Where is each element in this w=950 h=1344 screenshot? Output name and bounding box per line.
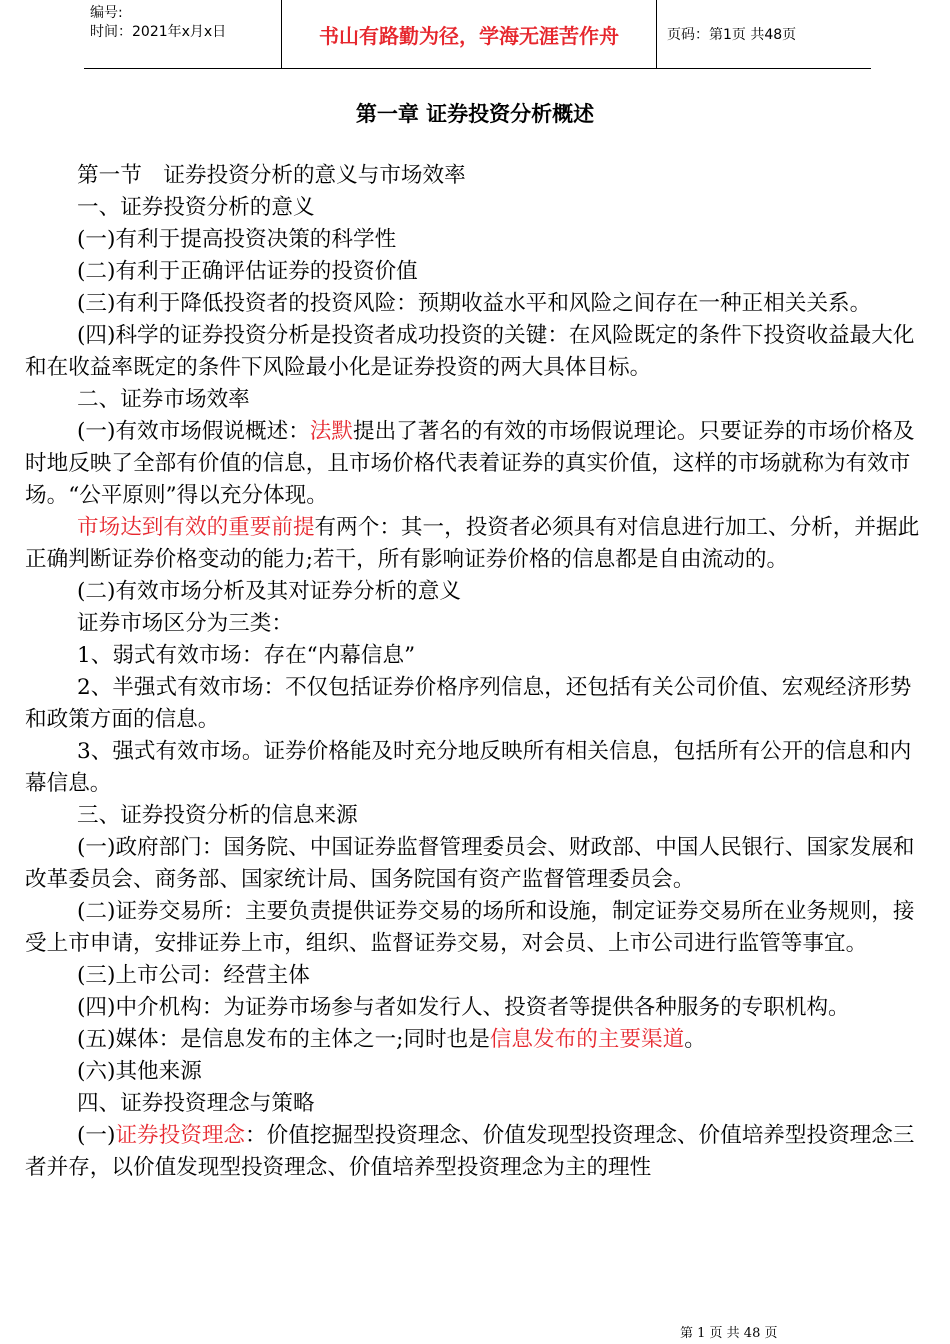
paragraph: [25, 1024, 925, 1056]
paragraph: (一)有利于提高投资决策的科学性: [77, 227, 397, 252]
paragraph: (二)有效市场分析及其对证券分析的意义: [77, 579, 461, 604]
paragraph: [25, 416, 925, 512]
paragraph: 证券市场区分为三类：: [77, 611, 293, 636]
paragraph: 二、证券市场效率: [77, 387, 250, 412]
paragraph-text: (五)媒体：是信息发布的主体之一;同时也是: [77, 1027, 490, 1052]
highlight-text: 信息发布的主要渠道: [489, 1027, 685, 1052]
header-page-info: 页码：第1页 共48页: [667, 27, 797, 43]
header-meta: [84, 0, 282, 68]
paragraph: (四)科学的证券投资分析是投资者成功投资的关键：在风险既定的条件下投资收益最大化和在收益率既定的条件下风险最小化是证券投资的两大具体目标。: [25, 323, 915, 380]
paragraph: (一)政府部门：国务院、中国证券监督管理委员会、财政部、中国人民银行、国家发展和改革委员会、商务部、国家统计局、国务院国有资产监督管理委员会。: [25, 835, 915, 892]
highlight-text: 证券投资理念: [115, 1123, 246, 1148]
paragraph: 第一节 证券投资分析的意义与市场效率: [77, 163, 466, 188]
number-label: 编号:: [90, 5, 123, 21]
paragraph-text: (一)有效市场假说概述：: [77, 419, 310, 444]
paragraph: (二)有利于正确评估证券的投资价值: [77, 259, 418, 284]
paragraph: [25, 1120, 925, 1184]
paragraph: (二)证券交易所：主要负责提供证券交易的场所和设施，制定证券交易所在业务规则，接受上市申请，安排证券上市，组织、监督证券交易，对会员、上市公司进行监管等事宜。: [25, 899, 915, 956]
highlight-text: 市场达到有效的重要前提: [77, 515, 315, 540]
paragraph-text: 。: [684, 1027, 706, 1052]
paragraph: 一、证券投资分析的意义: [77, 195, 315, 220]
paragraph: 1、弱式有效市场：存在“内幕信息”: [77, 643, 416, 668]
time-label: 时间：2021年x月x日: [90, 24, 227, 40]
paragraph: (六)其他来源: [77, 1059, 202, 1084]
paragraph: 3、强式有效市场。证券价格能及时充分地反映所有相关信息，包括所有公开的信息和内幕信息。: [25, 739, 912, 796]
paragraph: 三、证券投资分析的信息来源: [77, 803, 358, 828]
paragraph: 2、半强式有效市场：不仅包括证券价格序列信息，还包括有关公司价值、宏观经济形势和政策方面的信息。: [25, 675, 912, 732]
chapter-title: 第一章 证券投资分析概述: [355, 102, 595, 126]
highlight-text: 法默: [309, 419, 353, 444]
paragraph: (三)有利于降低投资者的投资风险：预期收益水平和风险之间存在一种正相关关系。: [77, 291, 872, 316]
document-body: [25, 160, 925, 1184]
paragraph: (三)上市公司：经营主体: [77, 963, 310, 988]
page-footer: 第 1 页 共 48 页: [680, 1326, 778, 1341]
paragraph: 四、证券投资理念与策略: [77, 1091, 315, 1116]
paragraph-text: 有两个：其一，投资者必须具有对信息进行加工、分析，并据此正确判断证券价格变动的能力;若干，所有影响证券价格的信息都是自由流动的。: [25, 515, 920, 572]
page-header: [84, 0, 871, 69]
paragraph: (四)中介机构：为证券市场参与者如发行人、投资者等提供各种服务的专职机构。: [77, 995, 850, 1020]
paragraph-text: ：价值挖掘型投资理念、价值发现型投资理念、价值培养型投资理念三者并存，以价值发现型投资理念、价值培养型投资理念为主的理性: [25, 1123, 915, 1180]
paragraph-text: 提出了著名的有效的市场假说理论。只要证券的市场价格及时地反映了全部有价值的信息，且市场价格代表着证券的真实价值，这样的市场就称为有效市场。“公平原则”得以充分体现。: [25, 419, 915, 508]
paragraph-text: (一): [77, 1123, 116, 1148]
paragraph: [25, 512, 925, 576]
header-motto: 书山有路勤为径，学海无涯苦作舟: [282, 0, 657, 68]
